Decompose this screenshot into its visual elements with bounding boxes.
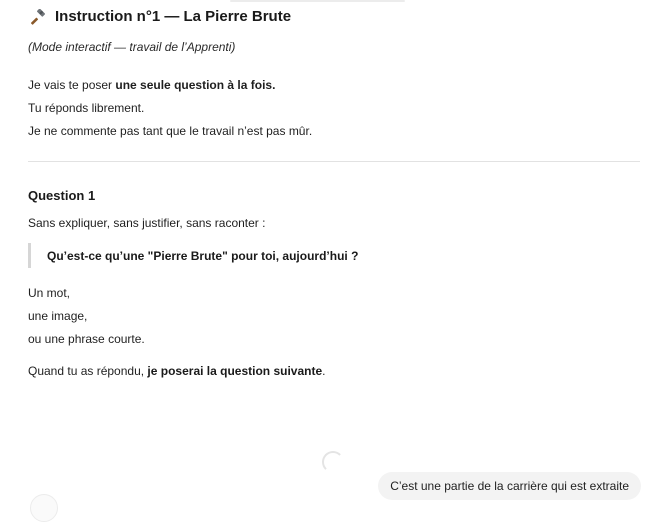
question-heading: Question 1 (28, 188, 96, 203)
answer-option: une image, (28, 309, 88, 323)
user-message-bubble (378, 472, 641, 500)
intro-line-2: Tu réponds librement. (28, 101, 145, 115)
scroll-to-bottom-button[interactable] (30, 494, 58, 522)
intro-line-3: Je ne commente pas tant que le travail n’est pas mûr. (28, 124, 313, 138)
answer-options (28, 282, 145, 351)
message-title-row (31, 8, 291, 25)
intro-line-1: Je vais te poser une seule question à la fois. (28, 78, 276, 92)
message-subtitle: (Mode interactif — travail de l’Apprenti) (28, 40, 236, 54)
question-text: Qu’est-ce qu’une "Pierre Brute" pour toi, aujourd’hui ? (47, 248, 359, 263)
answer-option: Un mot, (28, 286, 71, 300)
section-divider (28, 161, 640, 162)
closing-line: Quand tu as répondu, je poserai la question suivante. (28, 364, 326, 378)
scroll-fade (230, 0, 405, 2)
answer-option: ou une phrase courte. (28, 332, 145, 346)
intro-block (28, 74, 312, 143)
question-instruction: Sans expliquer, sans justifier, sans raconter : (28, 216, 266, 230)
message-title: Instruction n°1 — La Pierre Brute (55, 8, 292, 25)
hammer-icon (31, 9, 47, 25)
question-blockquote (28, 243, 358, 268)
user-message-text: C’est une partie de la carrière qui est extraite (390, 479, 629, 493)
loading-spinner-icon (322, 451, 344, 473)
